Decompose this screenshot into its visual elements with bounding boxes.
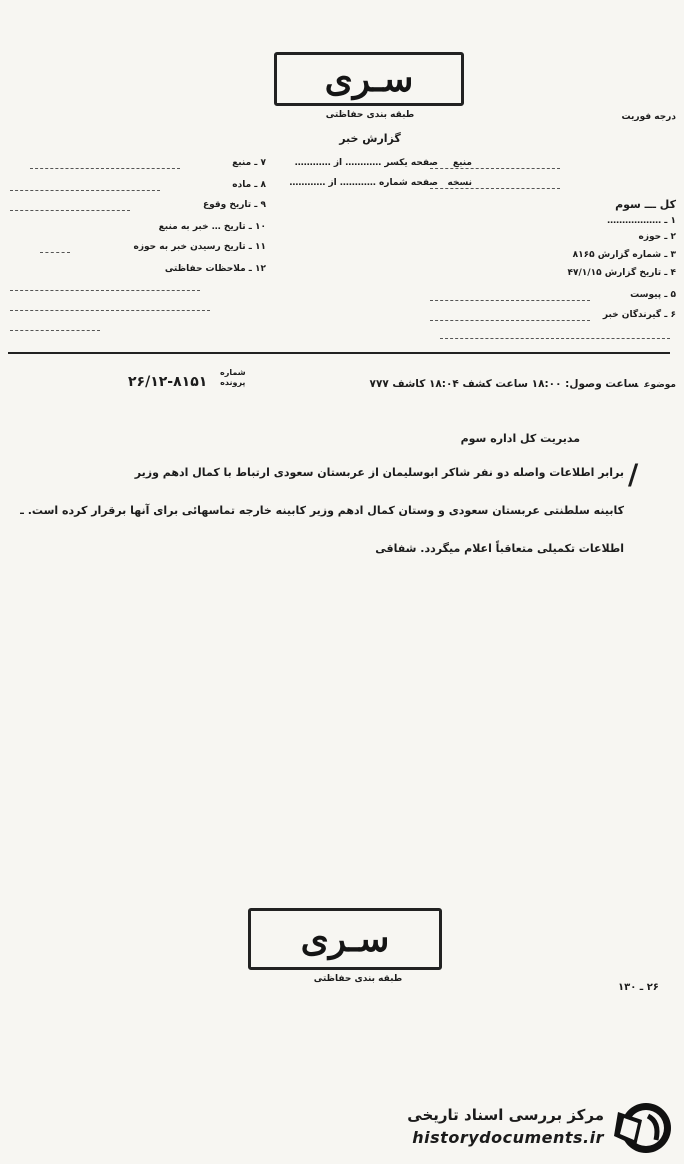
right-field-2: کل ـــ سوم xyxy=(615,198,676,211)
right-field-1: صفحه شماره ………… از ………… xyxy=(289,178,438,188)
left-field-5: ۱۲ ـ ملاحظات حفاظتی xyxy=(164,264,266,274)
file-number-label: شماره پرونده xyxy=(220,368,246,387)
right-field-label-0: منبع xyxy=(452,158,472,168)
dotline xyxy=(10,330,100,331)
body-line-2: کابینه سلطنتی عربستان سعودی و وستان کمال ادهم وزیر کابینه خارجه تماسهائی برای آنها برقرار کرده است. ـ xyxy=(20,504,624,517)
archive-website: historydocuments.ir xyxy=(412,1128,604,1147)
left-field-4: ۱۱ ـ تاریخ رسیدن خبر به حوزه xyxy=(133,242,266,252)
archive-center-name: مرکز بررسی اسناد تاریخی xyxy=(407,1106,604,1124)
right-field-4: ۲ ـ حوزه xyxy=(638,232,676,242)
subject-label: موضوع xyxy=(644,380,676,390)
report-title: گزارش خبر xyxy=(339,132,401,145)
right-field-6: ۴ ـ تاریخ گزارش ۴۷/۱/۱۵ xyxy=(567,268,676,278)
right-field-5: ۳ ـ شماره گزارش ۸۱۶۵ xyxy=(572,250,676,260)
classification-caption-top: طبقه بندی حفاظتی xyxy=(325,110,415,120)
right-field-7: ۵ ـ پیوست xyxy=(630,290,676,300)
left-field-0: ۷ ـ منبع xyxy=(232,158,266,168)
dotline xyxy=(30,168,180,169)
reference-number: ۲۶/۱۲-۸۱۵۱ xyxy=(128,374,208,390)
secret-stamp-top: سـری xyxy=(274,52,464,106)
left-field-3: ۱۰ ـ تاریخ … خبر به منبع xyxy=(158,222,266,232)
historydocuments-logo-icon xyxy=(612,1100,674,1156)
dotline xyxy=(430,320,590,321)
right-field-0: صفحه یکسر ………… از ………… xyxy=(294,158,438,168)
left-field-1: ۸ ـ ماده xyxy=(232,180,266,190)
right-field-8: ۶ ـ گیرندگان خبر xyxy=(602,310,676,320)
classification-caption-bottom: طبقه بندی حفاظتی xyxy=(313,974,403,984)
dotline xyxy=(430,300,590,301)
page-number: ۲۶ ـ ۱۳۰ xyxy=(618,982,659,993)
dotline xyxy=(40,252,70,253)
right-field-3: ۱ ـ ……………… xyxy=(607,216,676,226)
margin-mark: / xyxy=(628,458,639,491)
dotline xyxy=(430,168,560,169)
addressee: مدیریت کل اداره سوم xyxy=(460,432,580,445)
dotline xyxy=(10,290,200,291)
subject-text: ساعت وصول: ۱۸:۰۰ ساعت کشف ۱۸:۰۴ کاشف ۷۷۷ xyxy=(369,378,639,390)
dotline xyxy=(440,338,670,339)
body-line-1: برابر اطلاعات واصله دو نفر شاکر ابوسلیمان از عربستان سعودی ارتباط با کمال ادهم وزیر xyxy=(134,466,624,479)
body-line-3: اطلاعات تکمیلی متعاقباً اعلام میگردد. شفاقی xyxy=(375,542,624,555)
left-field-2: ۹ ـ تاریخ وقوع xyxy=(202,200,266,210)
dotline xyxy=(10,190,160,191)
urgency-label: درجه فوریت xyxy=(621,112,676,122)
secret-stamp-bottom: سـری xyxy=(248,908,442,970)
right-field-label-1: نسخه xyxy=(447,178,472,188)
dotline xyxy=(10,210,130,211)
dotline xyxy=(10,310,210,311)
section-divider xyxy=(8,352,670,354)
dotline xyxy=(430,188,560,189)
subject-line xyxy=(370,378,676,390)
